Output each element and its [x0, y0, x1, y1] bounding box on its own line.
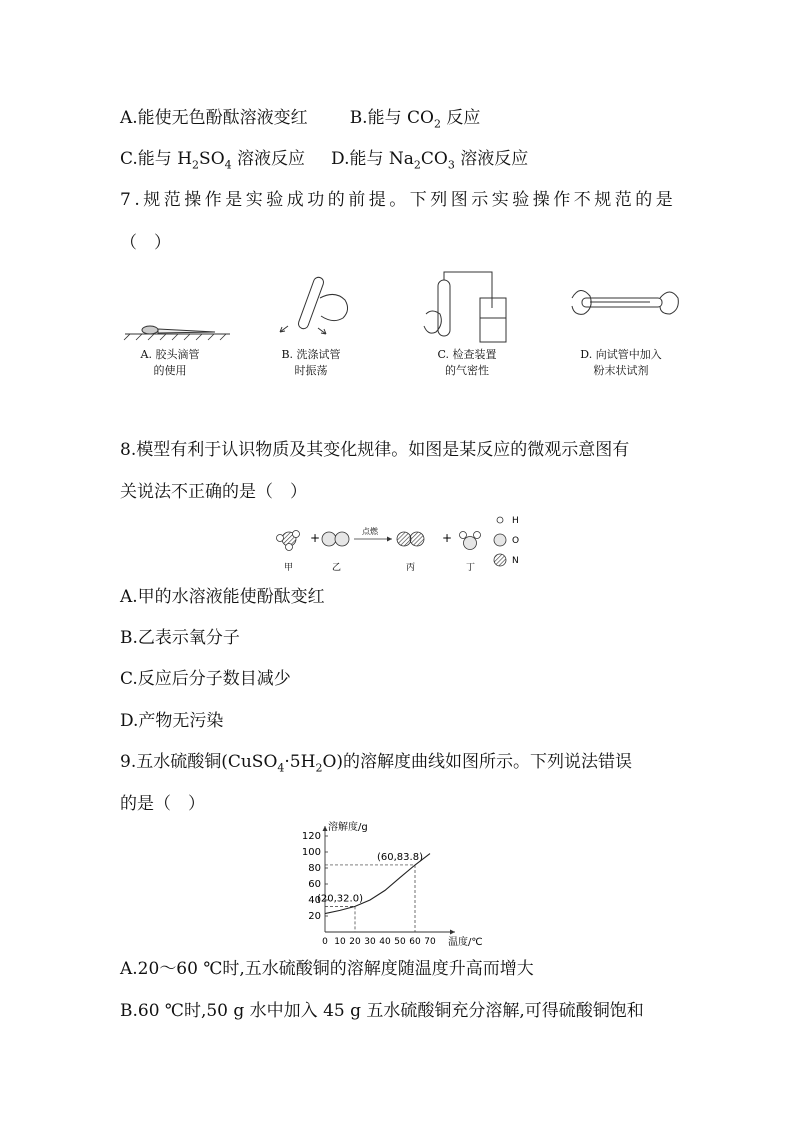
y-axis-label: 溶解度/g [328, 822, 368, 833]
q8-option-d: D.产物无污染 [120, 711, 224, 731]
q9-stem-line2: 的是（ ） [120, 794, 205, 814]
q8-option-c: C.反应后分子数目减少 [120, 669, 291, 689]
y-tick-label: 60 [308, 879, 321, 890]
label-ding: 丁 [466, 563, 476, 572]
q9-option-a: A.20～60 ℃时,五水硫酸铜的溶解度随温度升高而增大 [120, 959, 534, 979]
label-jia: 甲 [284, 563, 294, 572]
test-tube-shaking-illustration [280, 276, 348, 334]
x-tick-label: 50 [394, 937, 406, 947]
reaction-condition: 点燃 [362, 527, 378, 536]
q7-figure [120, 268, 690, 348]
q8-stem-line1: 8.模型有利于认识物质及其变化规律。如图是某反应的微观示意图有 [120, 440, 630, 460]
y-tick-label: 80 [308, 863, 321, 874]
q7-caption-d: D. 向试管中加入 粉末状试剂 [580, 348, 662, 377]
y-tick-label: 20 [308, 911, 321, 922]
q7-caption-a: A. 胶头滴管 的使用 [140, 348, 200, 377]
product-ding-molecule [460, 532, 481, 550]
label-yi: 乙 [332, 563, 342, 572]
x-axis-arrow [450, 930, 455, 935]
q9-option-b: B.60 ℃时,50 g 水中加入 45 g 五水硫酸铜充分溶解,可得硫酸铜饱和 [120, 1001, 644, 1021]
x-axis-label: 温度/℃ [448, 937, 483, 948]
q9-stem-line1: 9.五水硫酸铜$(CuSO_4\cdot 5H_2O)$的溶解度曲线如图所示。下列说法错误 [120, 752, 633, 775]
q8-stem-line2: 关说法不正确的是（ ） [120, 482, 307, 502]
chart-ticks [302, 831, 436, 947]
y-tick-label: 120 [301, 831, 321, 842]
q7-caption-b: B. 洗涤试管 时振荡 [281, 348, 341, 377]
q6-option-a: A.能使无色酚酞溶液变红 [120, 108, 308, 128]
q7-caption-c: C. 检查装置 的气密性 [437, 348, 497, 377]
legend-h: H [512, 516, 519, 526]
y-axis-arrow [323, 826, 328, 831]
dropper-illustration [124, 326, 230, 340]
x-tick-label: 30 [364, 937, 376, 947]
airtightness-check-illustration [424, 272, 506, 342]
q8-option-a: A.甲的水溶液能使酚酞变红 [120, 587, 325, 607]
x-tick-label: 10 [334, 937, 346, 947]
solubility-chart [290, 818, 500, 952]
legend-o: O [512, 536, 520, 546]
atom-legend [494, 517, 506, 566]
plus-sign-2: + [442, 531, 453, 545]
point-label: (60,83.8) [377, 851, 423, 863]
q6-options-row2 [120, 148, 528, 176]
plus-sign-1: + [310, 531, 321, 545]
x-tick-label: 0 [322, 937, 328, 947]
chart-annotations [317, 852, 423, 904]
q7-answer-paren: （ ） [120, 233, 171, 253]
q6-option-b: B.能与 $CO_2$ 反应 [349, 108, 481, 131]
chart-axes [323, 826, 456, 935]
point-label: (20,32.0) [317, 893, 363, 905]
x-tick-label: 20 [349, 937, 361, 947]
q6-option-d: D.能与 $Na_2CO_3$ 溶液反应 [331, 149, 529, 172]
reactant-jia-molecule [277, 531, 300, 551]
legend-n: N [512, 556, 519, 566]
label-bing: 丙 [406, 563, 416, 572]
q8-reaction-diagram [270, 510, 530, 572]
q6-option-c: C.能与 $H_2SO_4$ 溶液反应 [120, 149, 306, 172]
reactant-yi-molecule [322, 532, 349, 546]
powder-adding-illustration [572, 290, 678, 314]
q6-options-row1 [120, 107, 480, 135]
product-bing-molecule [397, 532, 424, 546]
y-tick-label: 40 [308, 895, 321, 906]
q8-option-b: B.乙表示氧分子 [120, 628, 240, 648]
x-tick-label: 70 [424, 937, 436, 947]
y-tick-label: 100 [301, 847, 321, 858]
x-tick-label: 60 [409, 937, 421, 947]
q7-stem: 7.规范操作是实验成功的前提。下列图示实验操作不规范的是 [120, 190, 677, 210]
x-tick-label: 40 [379, 937, 391, 947]
